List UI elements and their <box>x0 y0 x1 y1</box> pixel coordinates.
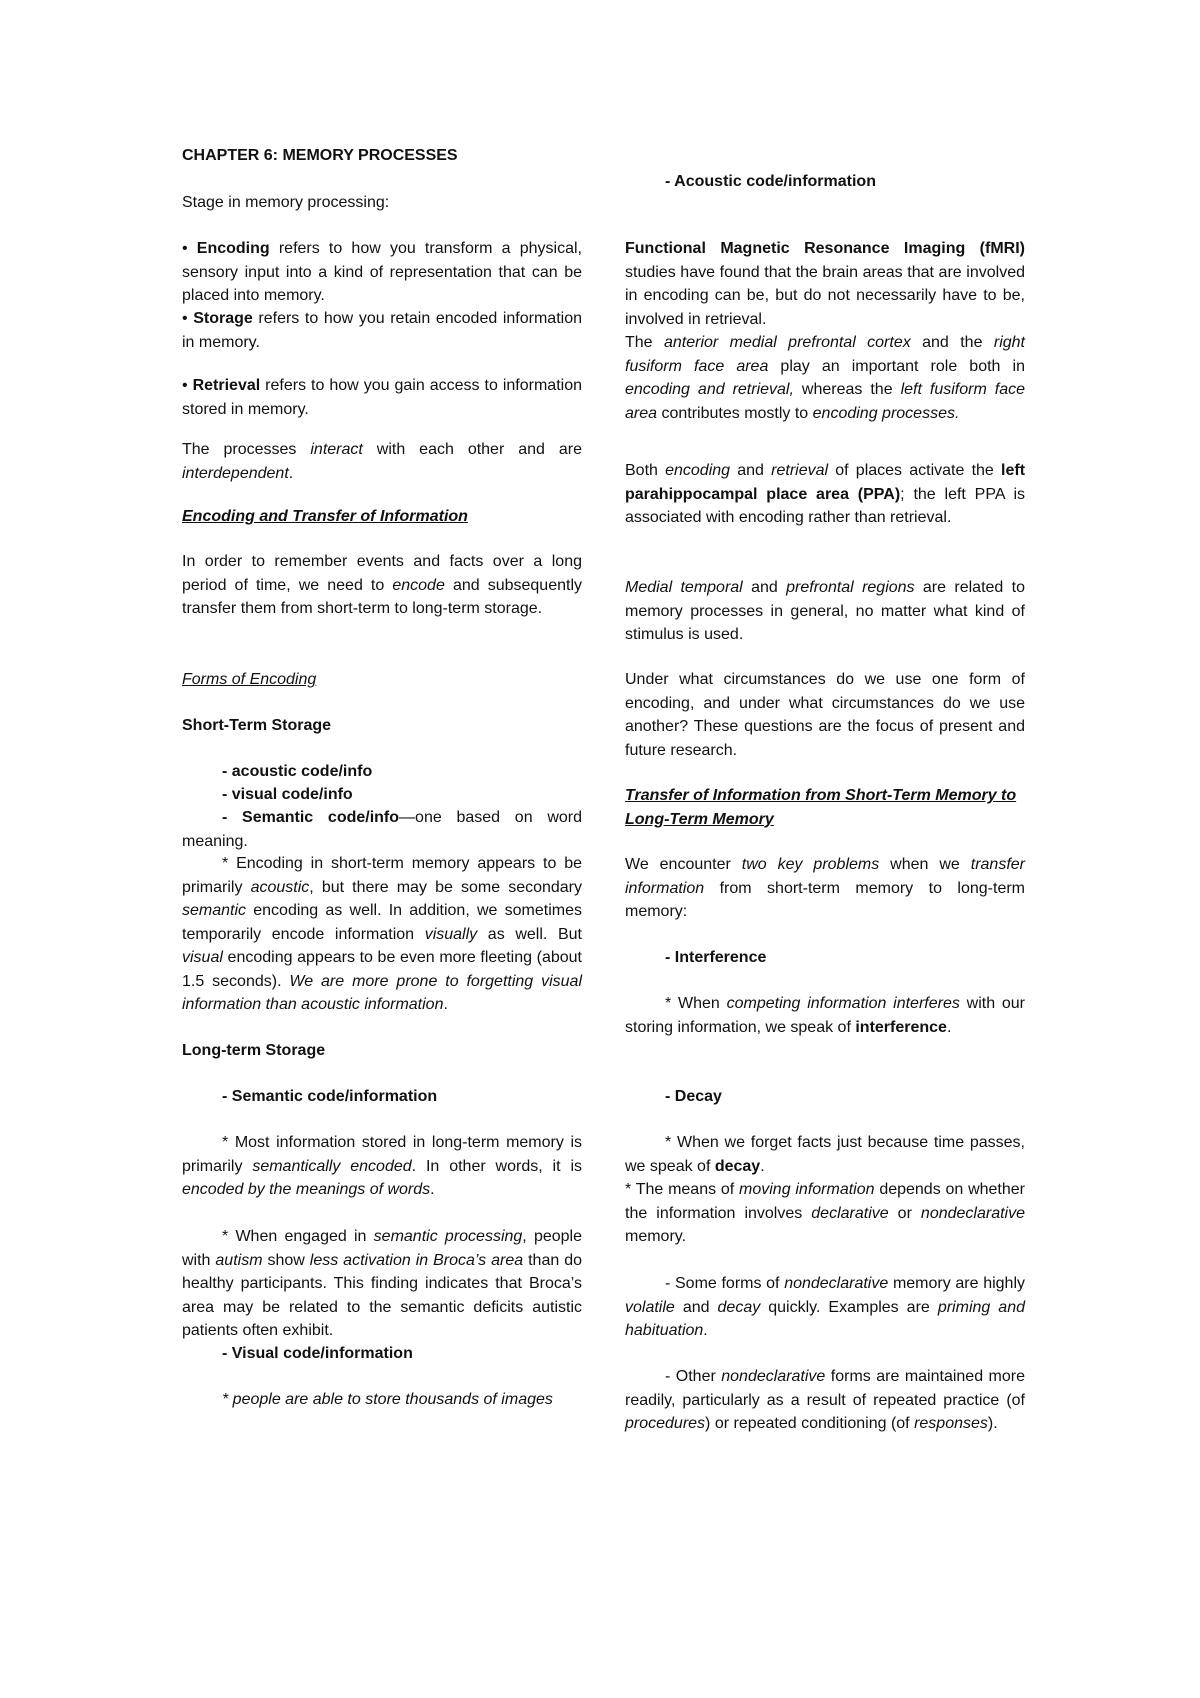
means-paragraph: * The means of moving information depends on whether the information involves declarative or nondeclarative memory. <box>625 1181 1025 1245</box>
section-heading-encoding-transfer: Encoding and Transfer of Information <box>182 508 468 525</box>
acoustic-item: - Acoustic code/information <box>665 173 876 190</box>
lt-visual-note: * people are able to store thousands of images <box>222 1391 553 1408</box>
retrieval-definition: • Retrieval refers to how you gain access to information stored in memory. <box>182 377 582 418</box>
lt-semantic-note: * Most information stored in long-term memory is primarily semantically encoded. In other words, it is encoded by the meanings of words. <box>182 1134 582 1198</box>
interact-paragraph: The processes interact with each other and are interdependent. <box>182 441 582 482</box>
encoding-definition: • Encoding refers to how you transform a physical, sensory input into a kind of representation that can be placed into memory. <box>182 240 582 304</box>
lt-autism-note: * When engaged in semantic processing, people with autism show less activation in Broca’s area than do healthy participants. This finding indicates that Broca’s area may be related to the semantic deficits autistic patients often exhibit. <box>182 1228 583 1339</box>
bullet-icon: • <box>182 240 188 257</box>
short-term-storage-heading: Short-Term Storage <box>182 717 332 734</box>
transfer-paragraph: In order to remember events and facts over a long period of time, we need to encode and subsequently transfer them from short-term to long-term storage. <box>182 553 582 617</box>
decay-heading: - Decay <box>665 1088 722 1105</box>
other-nondeclarative-paragraph: - Other nondeclarative forms are maintained more readily, particularly as a result of repeated practice (of procedures) or repeated conditioning (of responses). <box>625 1368 1025 1432</box>
medial-temporal-paragraph: Medial temporal and prefrontal regions are related to memory processes in general, no matter what kind of stimulus is used. <box>625 579 1026 643</box>
st-encoding-note: * Encoding in short-term memory appears to be primarily acoustic, but there may be some secondary semantic encoding as well. In addition, we sometimes temporarily encode information visually as well. But visual encoding appears to be even more fleeting (about 1.5 seconds). We are more prone to forgetting visual information than acoustic information. <box>182 855 583 1013</box>
interference-note: * When competing information interferes with our storing information, we speak of interference. <box>625 995 1026 1036</box>
circumstances-paragraph: Under what circumstances do we use one form of encoding, and under what circumstances do we use another? These questions are the focus of present and future research. <box>625 671 1025 759</box>
volatile-paragraph: - Some forms of nondeclarative memory are highly volatile and decay quickly. Examples are priming and habituation. <box>625 1275 1026 1339</box>
prefrontal-paragraph: The anterior medial prefrontal cortex and the right fusiform face area play an important role both in encoding and retrieval, whereas the left fusiform face area contributes mostly to encoding processes. <box>625 334 1026 422</box>
key-problems-paragraph: We encounter two key problems when we transfer information from short-term memory to long-term memory: <box>625 856 1025 920</box>
lt-visual-item: - Visual code/information <box>222 1345 413 1362</box>
decay-note: * When we forget facts just because time passes, we speak of decay. <box>625 1134 1025 1175</box>
storage-definition: • Storage refers to how you retain encoded information in memory. <box>182 310 582 351</box>
interference-heading: - Interference <box>665 949 767 966</box>
lt-semantic-item: - Semantic code/information <box>222 1088 438 1105</box>
forms-of-encoding-heading: Forms of Encoding <box>182 671 317 688</box>
st-semantic-item: - Semantic code/info—one based on word meaning. <box>182 809 583 850</box>
chapter-title: CHAPTER 6: MEMORY PROCESSES <box>182 147 458 164</box>
fmri-paragraph: Functional Magnetic Resonance Imaging (fMRI) studies have found that the brain areas that are involved in encoding can be, but do not necessarily have to be, involved in retrieval. <box>625 240 1025 328</box>
bullet-icon: • <box>182 377 188 394</box>
st-acoustic-item: - acoustic code/info <box>222 763 373 780</box>
bullet-icon: • <box>182 310 188 327</box>
long-term-storage-heading: Long-term Storage <box>182 1042 326 1059</box>
section-heading-transfer: Transfer of Information from Short-Term Memory to Long-Term Memory <box>625 787 1017 828</box>
ppa-paragraph: Both encoding and retrieval of places activate the left parahippocampal place area (PPA); the left PPA is associated with encoding rather than retrieval. <box>625 462 1026 526</box>
st-visual-item: - visual code/info <box>222 786 353 803</box>
stages-intro: Stage in memory processing: <box>182 194 390 211</box>
